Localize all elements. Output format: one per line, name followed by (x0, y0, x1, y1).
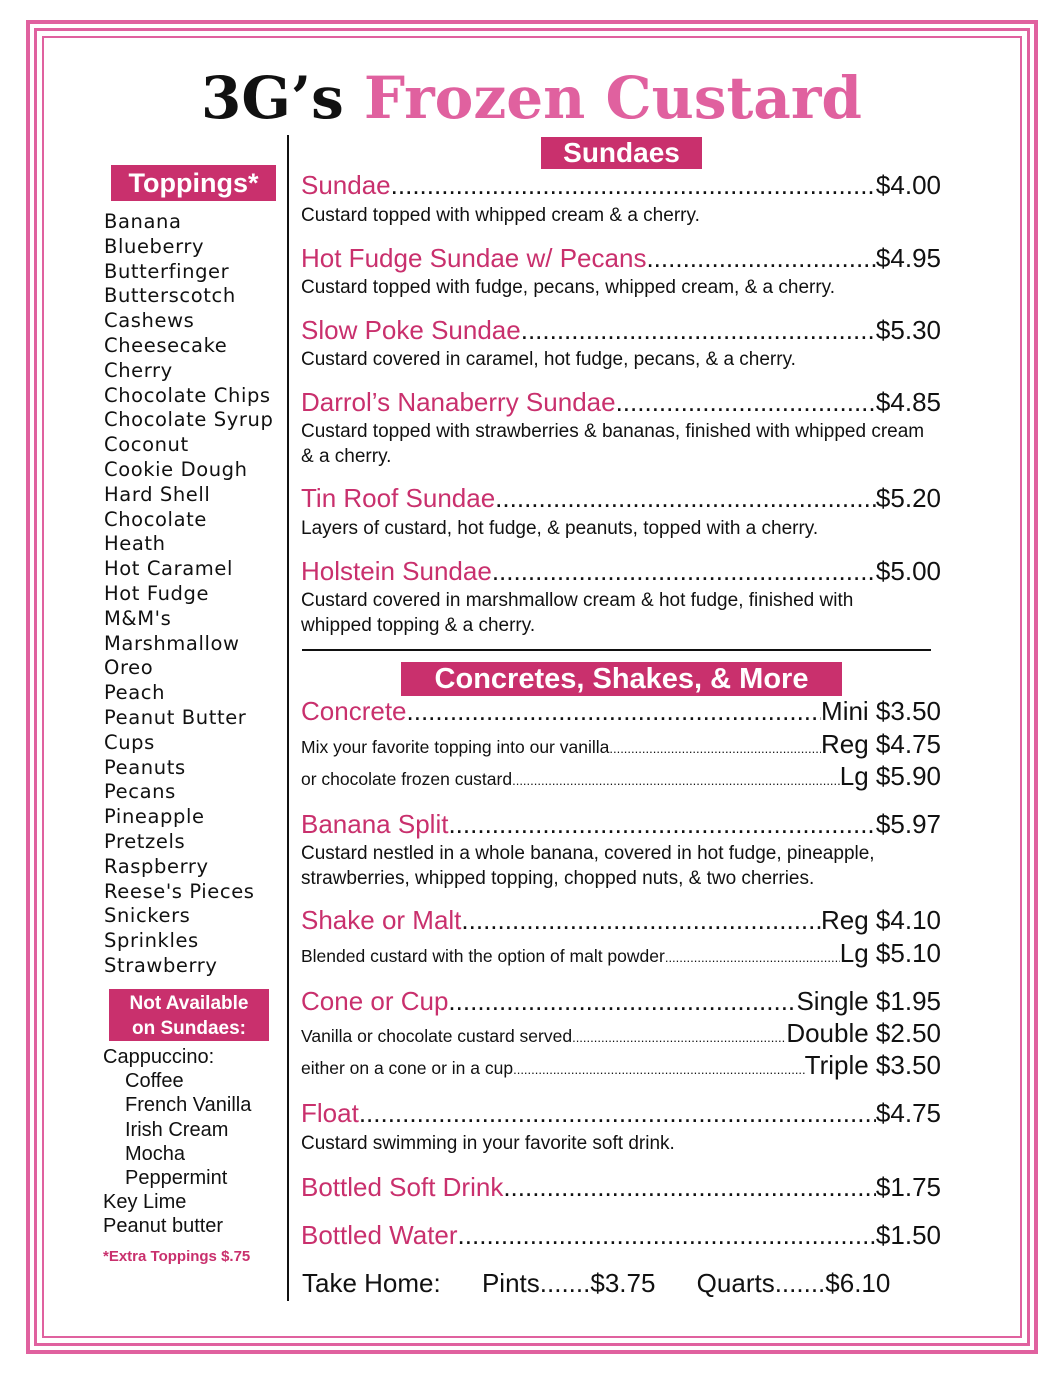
toppings-header: Toppings* (111, 165, 276, 201)
topping-item: Snickers (104, 904, 191, 928)
leader-dots (448, 986, 796, 1017)
item-price-double: Double $2.50 (786, 1018, 941, 1048)
sundae-row (301, 556, 941, 587)
topping-item: Cookie Dough (104, 457, 248, 481)
item-price: $4.00 (875, 170, 941, 200)
item-description: Custard topped with strawberries & bananas, finished with whipped cream & a cherry. (301, 421, 925, 467)
item-price: $4.95 (875, 243, 941, 273)
item-name: Bottled Water (301, 1220, 458, 1250)
item-name: Hot Fudge Sundae w/ Pecans (301, 243, 647, 273)
topping-item: Chocolate Chips (104, 383, 271, 407)
not-available-item: Key Lime (103, 1191, 187, 1214)
sundae-row (301, 315, 941, 346)
concrete-row (301, 729, 941, 760)
extra-toppings-note: *Extra Toppings $.75 (103, 1248, 251, 1265)
item-name: Shake or Malt (301, 905, 462, 935)
topping-item: Marshmallow (104, 631, 240, 655)
concrete-row (301, 696, 941, 727)
take-home-label: Take Home: (302, 1268, 441, 1298)
leader-dots (521, 315, 876, 346)
not-available-item: Mocha (125, 1142, 186, 1165)
topping-item: Pecans (104, 780, 176, 804)
leader-dots (512, 773, 840, 788)
topping-item: Butterscotch (104, 284, 236, 308)
topping-item: Hot Caramel (104, 557, 233, 581)
leader-dots (448, 809, 875, 840)
leader-dots (461, 905, 821, 936)
not-available-header (109, 989, 269, 1041)
soft-drink-row (301, 1172, 941, 1203)
leader-dots (458, 1220, 876, 1251)
quarts-price: $6.10 (825, 1268, 891, 1298)
leader-dots (513, 1062, 805, 1077)
item-price-lg: Lg $5.10 (839, 938, 941, 968)
topping-item: Heath (104, 532, 166, 556)
item-price: $5.20 (875, 483, 941, 513)
item-price-reg: Reg $4.10 (821, 905, 941, 935)
leader-dots (665, 950, 840, 965)
menu-title (0, 64, 1063, 132)
topping-item: Hard Shell (104, 482, 211, 506)
topping-item: Cherry (104, 358, 173, 382)
item-price-mini: Mini $3.50 (821, 696, 941, 726)
item-price-lg: Lg $5.90 (839, 761, 941, 791)
item-price-single: Single $1.95 (796, 986, 941, 1016)
topping-item: Coconut (104, 433, 189, 457)
concretes-header: Concretes, Shakes, & More (401, 662, 842, 696)
sundae-row (301, 170, 941, 201)
leader-dots (646, 243, 875, 274)
leader-dots (495, 483, 876, 514)
topping-item: Pineapple (104, 805, 205, 829)
topping-item: Peanut Butter (104, 705, 247, 729)
topping-item: Strawberry (104, 953, 218, 977)
item-price: $5.97 (875, 809, 941, 839)
shake-row (301, 938, 941, 969)
item-description: Custard covered in caramel, hot fudge, pecans, & a cherry. (301, 349, 796, 370)
topping-item: Reese's Pieces (104, 879, 255, 903)
topping-item: Pretzels (104, 829, 186, 853)
topping-item: Butterfinger (104, 259, 230, 283)
item-price: $1.50 (875, 1220, 941, 1250)
leader-dots (391, 170, 876, 201)
leader-dots (572, 1030, 786, 1045)
pints-label: Pints (481, 1268, 540, 1298)
shake-row (301, 905, 941, 936)
topping-item: Peanuts (104, 755, 186, 779)
item-description: Custard swimming in your favorite soft drink. (301, 1133, 675, 1154)
leader-dots (359, 1098, 876, 1129)
item-description: Vanilla or chocolate custard served (301, 1026, 573, 1046)
item-name: Concrete (301, 696, 407, 726)
topping-item: Chocolate (104, 507, 207, 531)
leader-dots (616, 387, 876, 418)
title-brand: 3G’s (200, 64, 344, 132)
title-name: Frozen Custard (363, 64, 862, 132)
leader-dots (503, 1172, 876, 1203)
item-price: $4.75 (875, 1098, 941, 1128)
topping-item: M&M's (104, 606, 172, 630)
section-divider (302, 649, 931, 651)
topping-item: Banana (104, 210, 182, 233)
leader-dots (492, 556, 876, 587)
item-price: $4.85 (875, 387, 941, 417)
item-description: Mix your favorite topping into our vanilla (301, 737, 610, 757)
item-name: Darrol’s Nanaberry Sundae (301, 387, 616, 417)
item-name: Float (301, 1098, 359, 1128)
item-name: Slow Poke Sundae (301, 315, 521, 345)
leader-dots: ....... (774, 1268, 826, 1298)
not-available-item: Peanut butter (103, 1215, 224, 1238)
sundae-row (301, 387, 941, 418)
topping-item: Cups (104, 730, 155, 754)
pints-price: $3.75 (590, 1268, 656, 1298)
water-row (301, 1220, 941, 1251)
leader-dots (407, 696, 822, 727)
not-available-item: Coffee (125, 1070, 184, 1093)
take-home-row (302, 1268, 890, 1299)
topping-item: Oreo (104, 656, 154, 680)
item-name: Bottled Soft Drink (301, 1172, 504, 1202)
topping-item: Blueberry (104, 234, 205, 258)
not-available-item: Irish Cream (125, 1118, 229, 1141)
banana-split-row (301, 809, 941, 840)
item-price: $1.75 (875, 1172, 941, 1202)
sundae-row (301, 243, 941, 274)
item-description: Layers of custard, hot fudge, & peanuts, topped with a cherry. (301, 518, 819, 539)
item-price: $5.30 (875, 315, 941, 345)
item-description: or chocolate frozen custard (301, 769, 513, 789)
item-name: Sundae (301, 170, 391, 200)
leader-dots: ....... (539, 1268, 591, 1298)
not-available-line1: Not Available (129, 993, 249, 1014)
not-available-item: French Vanilla (125, 1094, 252, 1117)
item-description: Custard covered in marshmallow cream & hot fudge, finished with whipped topping & a cherry. (301, 590, 854, 636)
item-name: Banana Split (301, 809, 449, 839)
item-description: Custard topped with fudge, pecans, whipped cream, & a cherry. (301, 277, 836, 298)
topping-item: Sprinkles (104, 929, 199, 953)
leader-dots (609, 741, 821, 756)
item-name: Cone or Cup (301, 986, 449, 1016)
not-available-line2: on Sundaes: (131, 1018, 246, 1039)
sundae-row (301, 483, 941, 514)
item-description: either on a cone or in a cup (301, 1058, 514, 1078)
item-description: Custard topped with whipped cream & a cherry. (301, 205, 700, 226)
cone-row (301, 1018, 941, 1049)
not-available-list (103, 1045, 251, 1239)
cone-row (301, 1050, 941, 1081)
not-available-item: Peppermint (125, 1166, 228, 1189)
float-row (301, 1098, 941, 1129)
cone-row (301, 986, 941, 1017)
item-price: $5.00 (875, 556, 941, 586)
topping-item: Peach (104, 681, 166, 705)
not-available-item: Cappuccino: (103, 1046, 215, 1068)
concrete-row (301, 761, 941, 792)
column-divider (287, 135, 289, 1301)
item-name: Holstein Sundae (301, 556, 492, 586)
quarts-label: Quarts (696, 1268, 775, 1298)
topping-item: Raspberry (104, 854, 209, 878)
topping-item: Cheesecake (104, 333, 228, 357)
item-price-reg: Reg $4.75 (821, 729, 941, 759)
topping-item: Hot Fudge (104, 581, 210, 605)
topping-item: Chocolate Syrup (104, 408, 274, 432)
item-name: Tin Roof Sundae (301, 483, 496, 513)
item-description: Blended custard with the option of malt powder (301, 946, 665, 966)
topping-item: Cashews (104, 309, 195, 333)
toppings-list (104, 210, 273, 979)
sundaes-header: Sundaes (541, 137, 702, 169)
item-price-triple: Triple $3.50 (804, 1050, 941, 1080)
item-description: Custard nestled in a whole banana, covered in hot fudge, pineapple, strawberries, whipped topping, chopped nuts, & two cherries. (301, 843, 875, 889)
